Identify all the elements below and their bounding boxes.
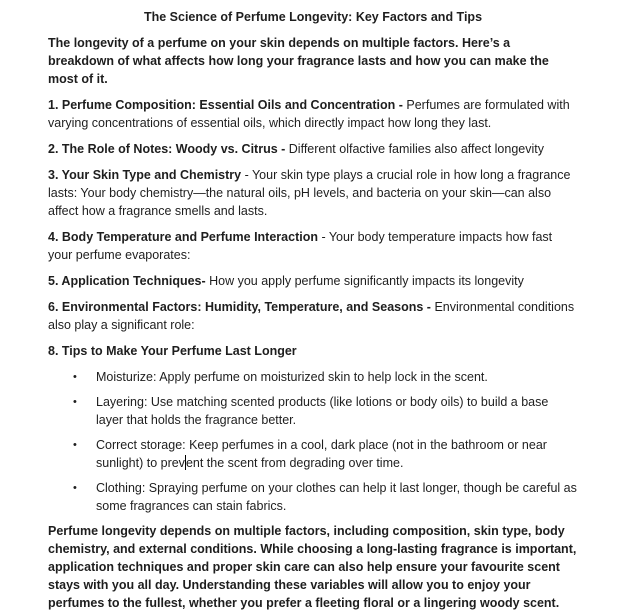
tip-text-before-caret: Correct storage: Keep perfumes in a cool, dark place (not in the bathroom or near sunlight) to prev	[96, 438, 547, 470]
section-paragraph-4	[48, 228, 578, 264]
section-1-lead: 1. Perfume Composition: Essential Oils and Concentration -	[48, 98, 403, 112]
section-1-body: Perfumes are formulated with varying concentrations of essential oils, which directly impact how long they last.	[48, 98, 570, 130]
section-3-body: - Your skin type plays a crucial role in how long a fragrance lasts: Your body chemistry—the natural oils, pH levels, and bacteria on your skin—can also affect how a fragrance smells and lasts.	[48, 168, 571, 218]
tip-text-after-caret: ent the scent from degrading over time.	[185, 456, 404, 470]
section-paragraph-2	[48, 140, 578, 158]
section-5-lead: 5. Application Techniques-	[48, 274, 206, 288]
tip-item-clothing	[48, 479, 578, 515]
conclusion-paragraph: Perfume longevity depends on multiple factors, including composition, skin type, body chemistry, and external conditions. While choosing a long-lasting fragrance is important, application techniques and proper skin care can also help ensure your favourite scent stays with you all day. Understanding these variables will allow you to enjoy your perfumes to the fullest, whether you prefer a fleeting floral or a lingering woody scent.	[48, 524, 577, 610]
section-6-body: Environmental conditions also play a significant role:	[48, 300, 575, 332]
bullet-icon: •	[73, 482, 77, 494]
tip-text: Clothing: Spraying perfume on your clothes can help it last longer, though be careful as some fragrances can stain fabrics.	[96, 481, 577, 513]
tip-text: Moisturize: Apply perfume on moisturized skin to help lock in the scent.	[96, 370, 488, 384]
tip-item-layering	[48, 393, 578, 429]
section-5-body: How you apply perfume significantly impacts its longevity	[205, 274, 524, 288]
document-title: The Science of Perfume Longevity: Key Factors and Tips	[143, 10, 483, 24]
tip-text: Layering: Use matching scented products (like lotions or body oils) to build a base layer that holds the fragrance better.	[96, 395, 549, 427]
section-2-lead: 2. The Role of Notes: Woody vs. Citrus -	[48, 142, 286, 156]
section-paragraph-3	[48, 166, 578, 220]
tips-heading: 8. Tips to Make Your Perfume Last Longer	[48, 344, 297, 358]
tip-item-storage	[48, 436, 578, 472]
tip-item-moisturize	[48, 368, 578, 386]
section-paragraph-1	[48, 96, 578, 132]
intro-paragraph: The longevity of a perfume on your skin depends on multiple factors. Here’s a breakdown of what affects how long your fragrance lasts and how you can make the most of it.	[48, 36, 549, 86]
section-3-lead: 3. Your Skin Type and Chemistry	[48, 168, 242, 182]
section-paragraph-6	[48, 298, 578, 334]
bullet-icon: •	[73, 371, 77, 383]
section-4-lead: 4. Body Temperature and Perfume Interaction	[48, 230, 318, 244]
section-4-body: - Your body temperature impacts how fast your perfume evaporates:	[48, 230, 553, 262]
tips-list	[48, 368, 578, 515]
bullet-icon: •	[73, 396, 77, 408]
section-paragraph-5	[48, 272, 578, 290]
section-6-lead: 6. Environmental Factors: Humidity, Temperature, and Seasons -	[48, 300, 431, 314]
bullet-icon: •	[73, 439, 77, 451]
section-2-body: Different olfactive families also affect longevity	[285, 142, 544, 156]
